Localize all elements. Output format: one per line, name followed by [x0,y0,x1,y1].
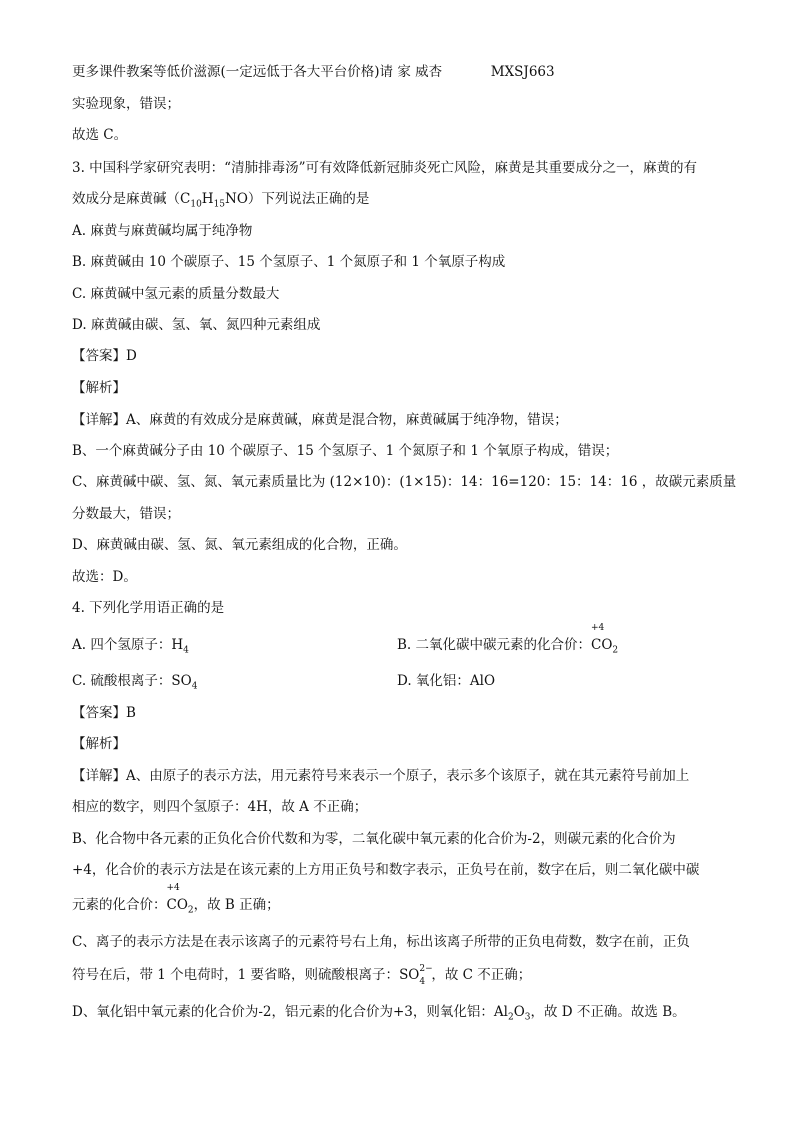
q3-select: 故选：D。 [72,569,137,585]
prev-line-2: 故选 C。 [72,127,128,143]
q4-detail-a1: 【详解】A、由原子的表示方法，用元素符号来表示一个原子，表示多个该原子，就在其元素符号前加上 [72,768,690,784]
q4-detail-b3: 元素的化合价： +4 $CO_2$，故 B 正确； [72,895,280,921]
q4-option-a-text: A. 四个氢原子：H [72,637,184,653]
q3-stem-line-1: 3. 中国科学家研究表明：“清肺排毒汤”可有效降低新冠肺炎死亡风险，麻黄是其重要成分之一，麻黄的有 [72,160,697,176]
q3-stem-line-2 [72,189,369,215]
q3-analysis-label: 【解析】 [72,380,126,396]
q3-option-a: A. 麻黄与麻黄碱均属于纯净物 [72,223,253,239]
header-code: MXSJ663 [490,64,555,80]
formula-subscript: 10 [190,199,202,210]
q4-option-d: D. 氧化铝：AlO [397,673,496,689]
q3-stem-text: 效成分是麻黄碱（C [72,191,191,207]
q4-detail-b1: B、化合物中各元素的正负化合价代数和为零，二氧化碳中氧元素的化合价为-2，则碳元素的化合价为 [72,831,676,847]
formula-h: H [201,191,214,207]
formula-subscript: 4 [191,681,198,692]
q3-option-b: B. 麻黄碱由 10 个碳原子、15 个氢原子、1 个氮原子和 1 个氧原子构成 [72,254,506,270]
q4-detail-d: D、氧化铝中氧元素的化合价为-2，铝元素的化合价为+3，则氧化铝：$Al_2O_3$，故 D 不正确。故选 B。 [72,1004,686,1023]
valence-co2-inline: +4 $CO_2$ [166,883,194,916]
q3-option-d: D. 麻黄碱由碳、氢、氧、氮四种元素组成 [72,317,321,333]
formula-subscript: 4 [183,645,189,656]
valence-co2: +4 $CO_2$ [591,623,619,656]
q3-option-c: C. 麻黄碱中氢元素的质量分数最大 [72,286,280,302]
q3-answer: 【答案】D [72,348,137,364]
q4-option-b [397,623,619,661]
sulfate-ion: SO 2− 4 [399,964,433,987]
q4-detail-a2: 相应的数字，则四个氢原子：4H，故 A 不正确； [72,799,368,815]
q4-option-c [72,671,197,697]
formula-subscript: 15 [213,199,226,210]
prev-line-1: 实验现象，错误； [72,96,180,112]
q4-option-a [72,635,189,661]
q4-answer: 【答案】B [72,705,136,721]
q4-option-b-text: B. 二氧化碳中碳元素的化合价： [397,637,592,653]
q3-detail-c2: 分数最大，错误； [72,506,180,522]
header-line [72,62,555,82]
q4-detail-c2: 符号在后，带 1 个电荷时，1 要省略，则硫酸根离子：SO 2− 4 ，故 C 不正确； [72,964,532,987]
q4-detail-b2: +4，化合价的表示方法是在该元素的上方用正负号和数字表示，正负号在前，数字在后，则二氧化碳中碳 [72,862,700,878]
q4-analysis-label: 【解析】 [72,736,126,752]
q3-detail-b: B、一个麻黄碱分子由 10 个碳原子、15 个氢原子、1 个氮原子和 1 个氧原子构成，错误； [72,443,619,459]
q4-option-c-text: C. 硫酸根离子：SO [72,673,192,689]
header-text: 更多课件教案等低价滋源(一定远低于各大平台价格)请 家 威杏 [72,64,443,80]
q4-stem: 4. 下列化学用语正确的是 [72,600,225,616]
q3-detail-a: 【详解】A、麻黄的有效成分是麻黄碱，麻黄是混合物，麻黄碱属于纯净物，错误； [72,412,568,428]
q3-stem-text-end: NO）下列说法正确的是 [225,191,370,207]
q3-detail-c1: C、麻黄碱中碳、氢、氮、氧元素质量比为 (12×10)：(1×15)：14：16=120：15：14：16 ，故碳元素质量 [72,474,737,490]
q3-detail-d: D、麻黄碱由碳、氢、氮、氧元素组成的化合物，正确。 [72,537,407,553]
q4-detail-c1: C、离子的表示方法是在表示该离子的元素符号右上角，标出该离子所带的正负电荷数，数字在前，正负 [72,934,690,950]
